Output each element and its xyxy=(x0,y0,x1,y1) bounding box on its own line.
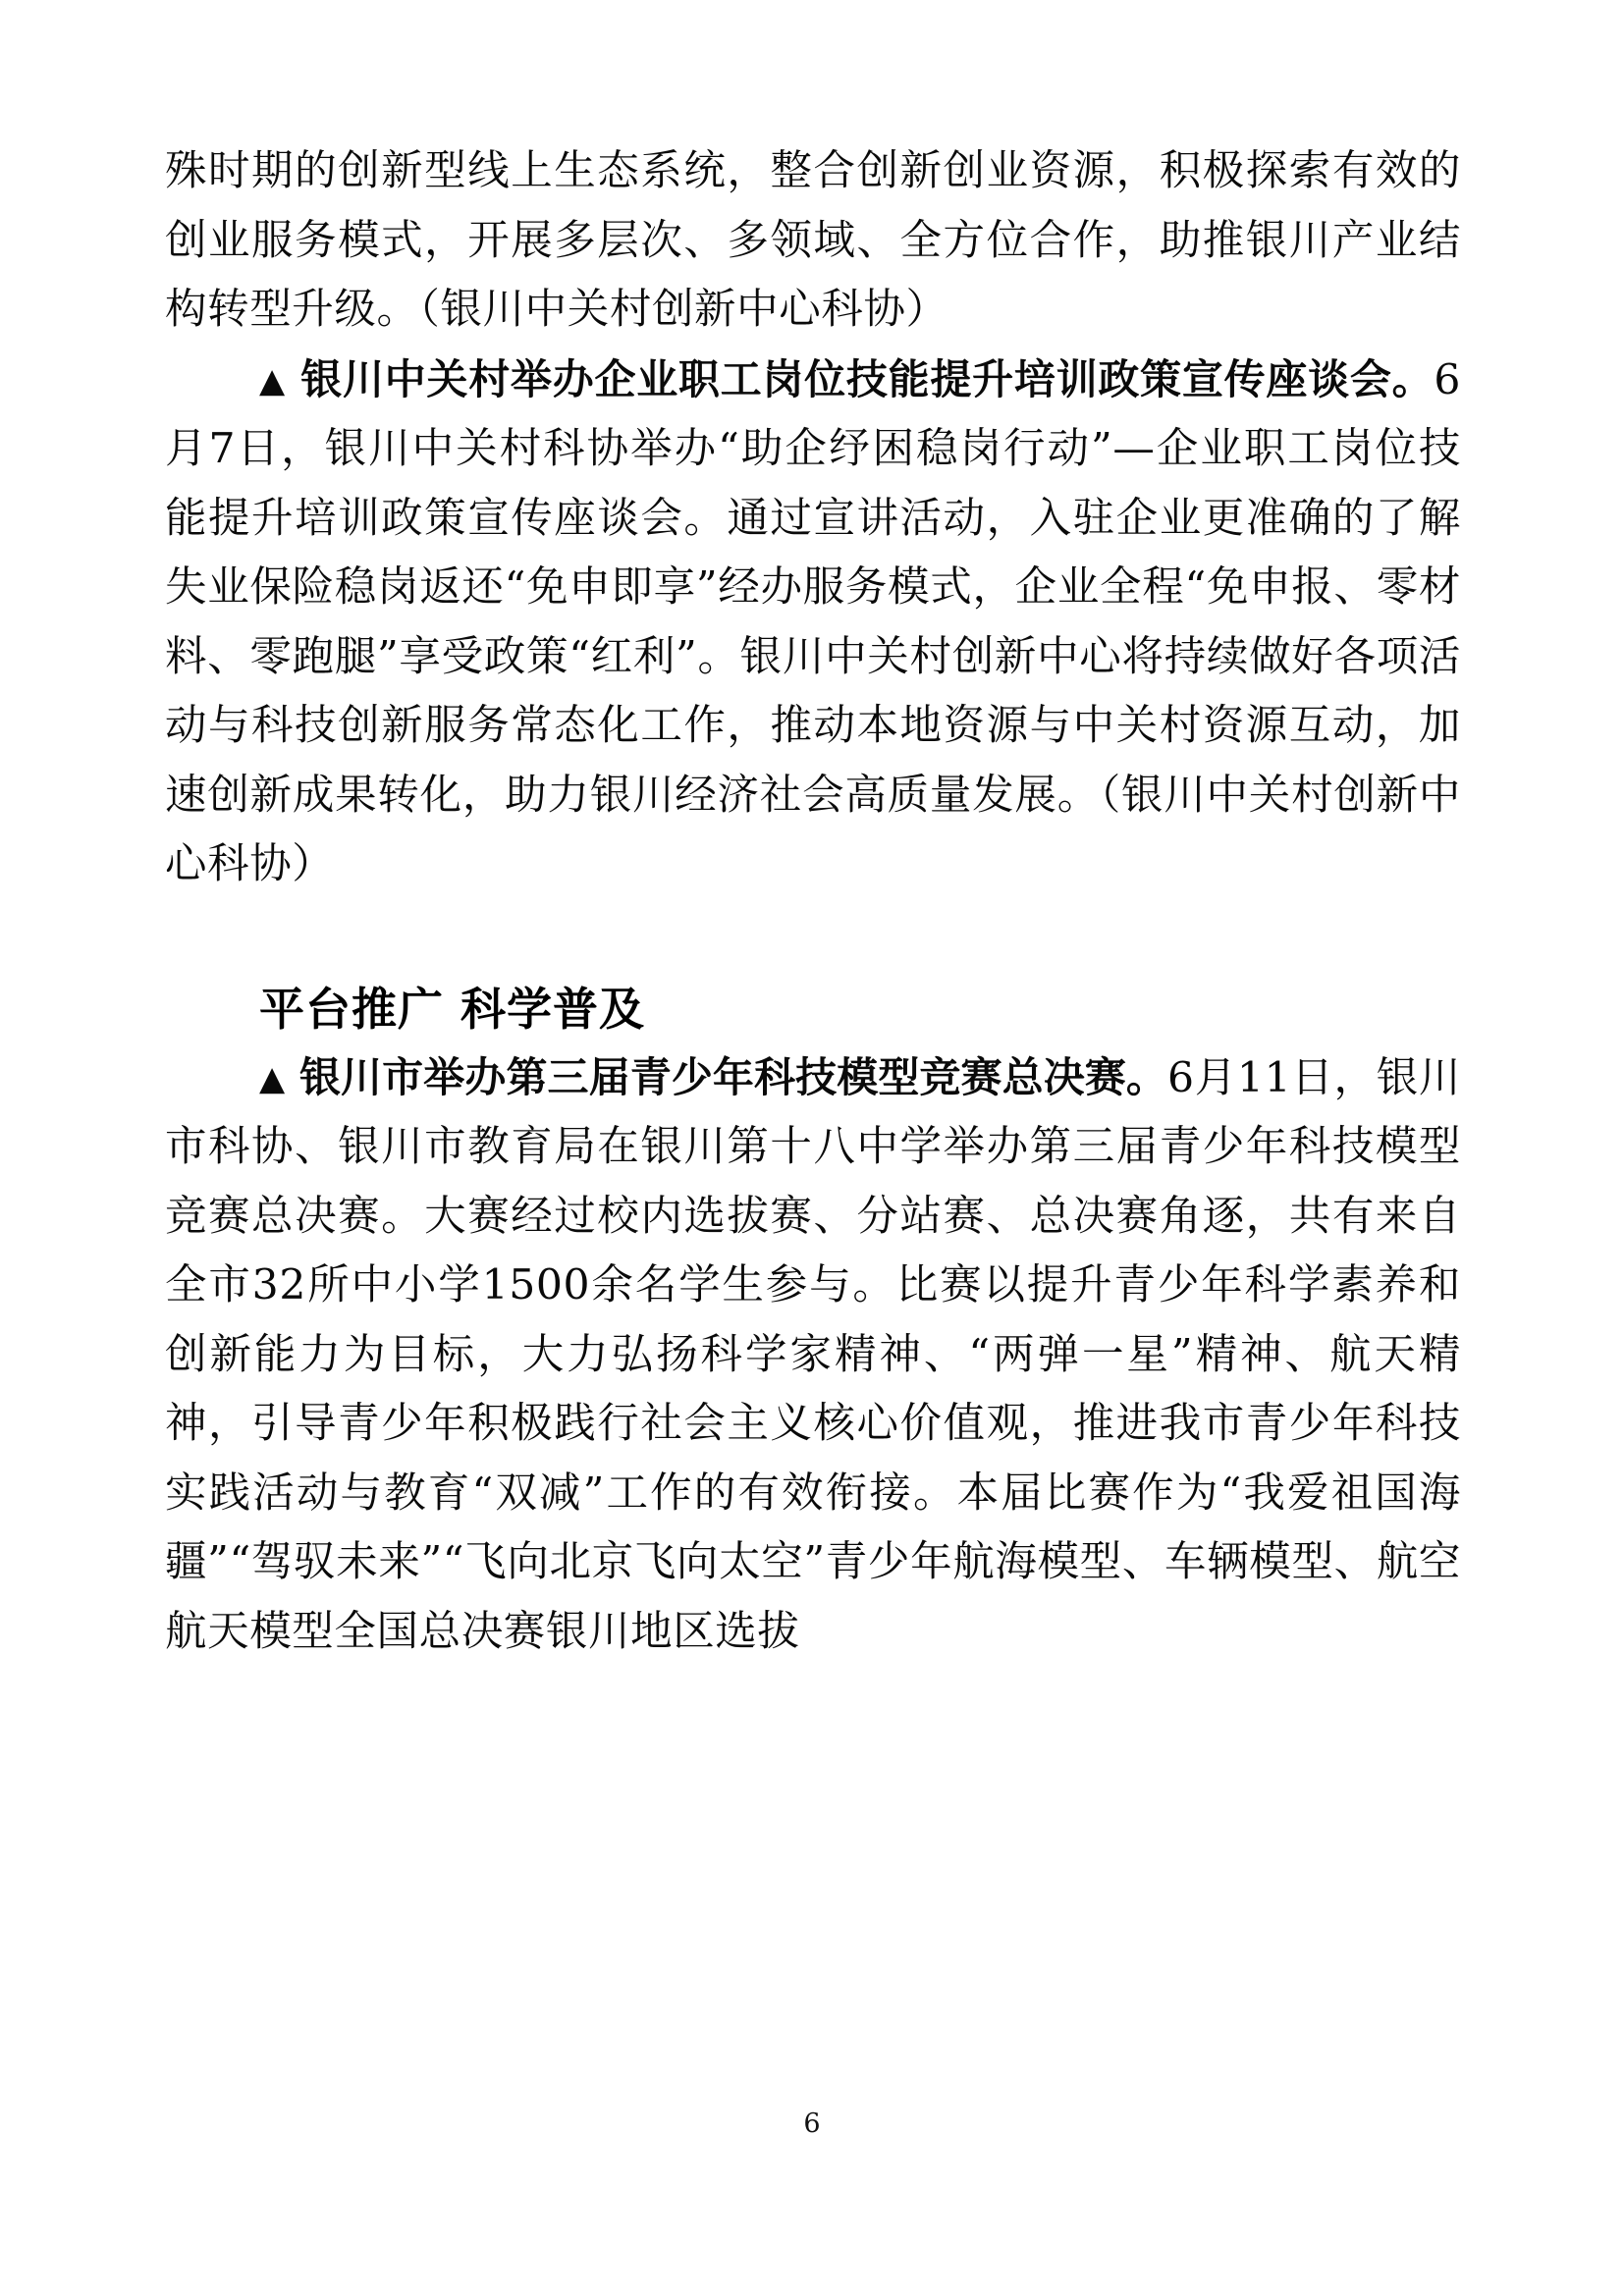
news-item-lead-zhongguancun: 银川中关村举办企业职工岗位技能提升培训政策宣传座谈会。 xyxy=(299,354,1435,403)
triangle-bullet-icon: ▲ xyxy=(259,360,287,400)
page-number: 6 xyxy=(803,2109,821,2139)
page-content xyxy=(165,137,1461,1667)
news-item-zhongguancun xyxy=(165,346,1461,900)
section-heading-platform-promotion: 平台推广 科学普及 xyxy=(259,982,646,1036)
news-item-body-zhongguancun: 6月7日，银川中关村科协举办“助企纾困稳岗行动”—企业职工岗位技能提升培训政策宣传座谈会。通过宣讲活动，入驻企业更准确的了解失业保险稳岗返还“免申即享”经办服务模式，企业全程“免申报、零材料、零跑腿”享受政策“红利”。银川中关村创新中心将持续做好各项活动与科技创新服务常态化工作，推动本地资源与中关村资源互动，加速创新成果转化，助力银川经济社会高质量发展。（银川中关村创新中心科协） xyxy=(165,355,1461,888)
triangle-bullet-icon: ▲ xyxy=(259,1058,286,1098)
news-item-body-youth-model-contest: 6月11日，银川市科协、银川市教育局在银川第十八中学举办第三届青少年科技模型竞赛总决赛。大赛经过校内选拔赛、分站赛、总决赛角逐，共有来自全市32所中小学1500余名学生参与。比赛以提升青少年科学素养和创新能力为目标，大力弘扬科学家精神、“两弹一星”精神、航天精神，引导青少年积极践行社会主义核心价值观，推进我市青少年科技实践活动与教育“双减”工作的有效衔接。本届比赛作为“我爱祖国海疆”“驾驭未来”“飞向北京飞向太空”青少年航海模型、车辆模型、航空航天模型全国总决赛银川地区选拔 xyxy=(165,1053,1462,1656)
news-item-youth-model-contest xyxy=(165,1043,1461,1668)
news-item-lead-youth-model-contest: 银川市举办第三届青少年科技模型竞赛总决赛。 xyxy=(298,1052,1167,1101)
paragraph-continuation: 殊时期的创新型线上生态系统，整合创新创业资源，积极探索有效的创业服务模式，开展多层次、多领域、全方位合作，助推银川产业结构转型升级。（银川中关村创新中心科协） xyxy=(165,147,1461,334)
